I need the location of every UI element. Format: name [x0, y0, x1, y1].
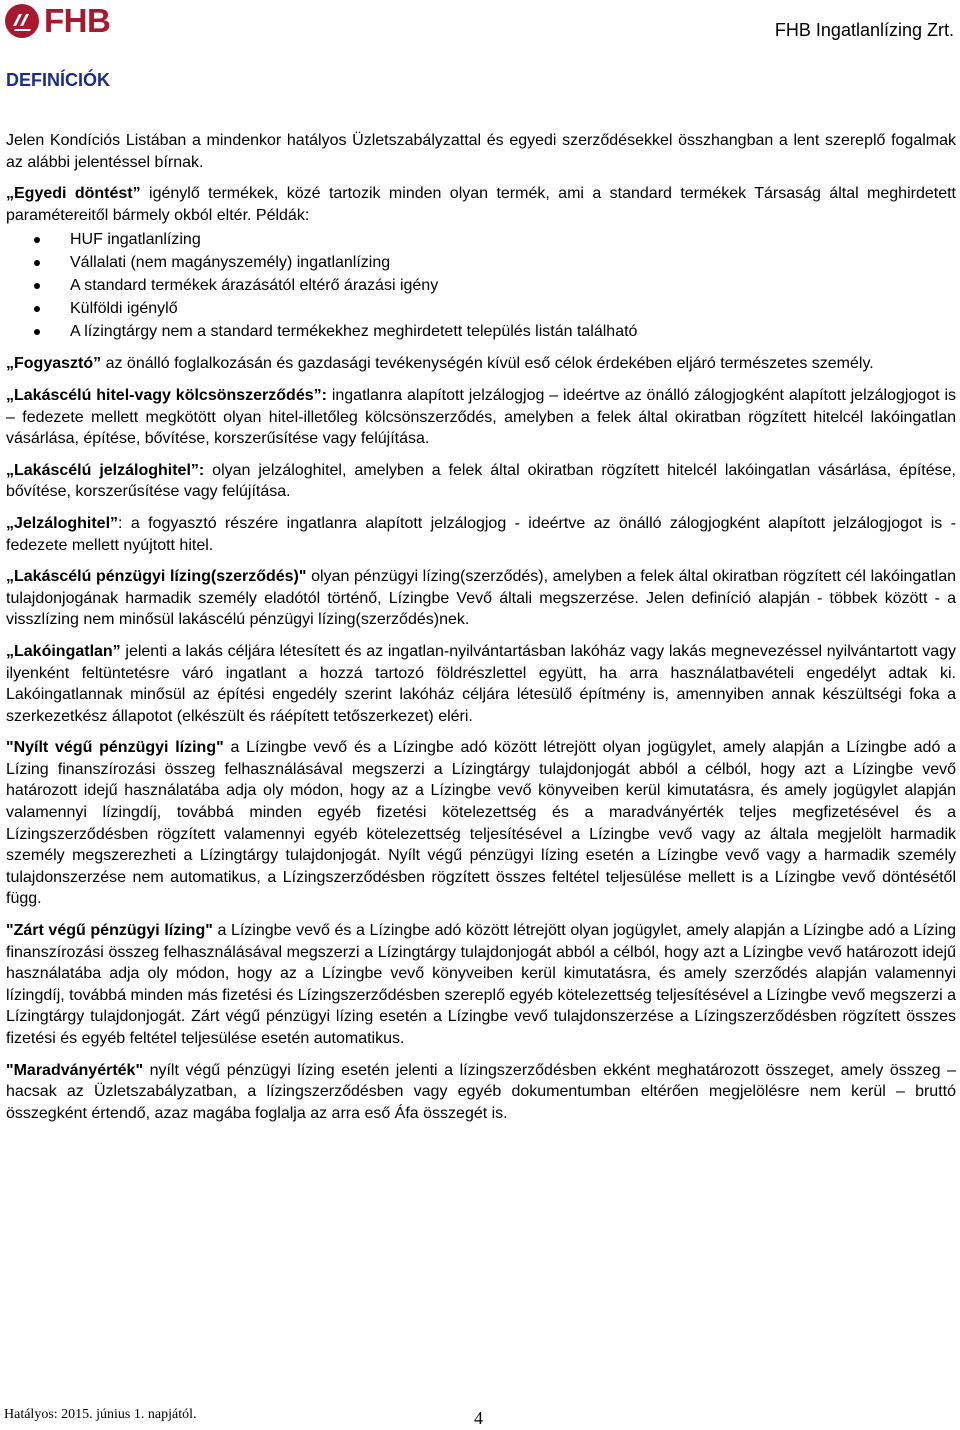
definition-nyilt-vegu-lizing — [6, 737, 956, 910]
definition-text: olyan pénzügyi lízing(szerződés), amelyben a felek által okiratban rögzített cél lakóingatlan tulajdonjogának harmadik személy eladótól történő, Lízingbe Vevő általi megszerzése. Jelen definíció alapján - többek között - a visszlízing nem minősül lakáscélú pénzügyi lízing(szerződés)nek. — [6, 568, 957, 629]
logo-text: FHB — [44, 2, 111, 39]
example-item: Külföldi igénylő — [6, 297, 956, 320]
example-item: A standard termékek árazásától eltérő árazási igény — [6, 274, 956, 297]
definition-text: a Lízingbe vevő és a Lízingbe adó között létrejött olyan jogügylet, amely alapján a Lízingbe adó a Lízing finanszírozási összeg felhasználásával megszerzi a Lízingtárgy tulajdonjogát abból a célból, hogy azt a Lízingbe vevő határozott idejű használatába adja oly módon, hogy az a Lízingbe vevő könyveiben kerül kimutatásra, és amely szerződés alapján valamennyi lízingdíj, továbbá minden más fizetési és Lízingszerződésben szereplő egyéb kötelezettség teljesítésével a Lízingbe vevő megszerzi a Lízingtárgy tulajdonjogát. Zárt végű pénzügyi lízing esetén a Lízingbe vevő tulajdonszerzése a Lízingszerződésben rögzített összes fizetési és egyéb feltétel teljesülése esetén automatikus. — [6, 922, 957, 1047]
term-lakascelu-lizing: „Lakáscélú pénzügyi lízing(szerződés)" — [6, 568, 307, 586]
definition-fogyaszto — [6, 353, 956, 375]
definition-text: olyan jelzáloghitel, amelyben a felek által okiratban rögzített hitelcél lakóingatlan vásárlása, építése, bővítése, korszerűsítése vagy felújítása. — [6, 461, 956, 501]
section-title: DEFINÍCIÓK — [6, 70, 111, 90]
term-lakascelu-hitel: „Lakáscélú hitel-vagy kölcsönszerződés” — [6, 386, 322, 404]
example-item: A lízingtárgy nem a standard termékekhez meghirdetett település listán található — [6, 320, 956, 343]
term-lakascelu-jelzaloghitel: „Lakáscélú jelzáloghitel”: — [6, 461, 205, 479]
fhb-logo-icon — [4, 3, 40, 39]
definition-lakascelu-lizing — [6, 566, 956, 631]
definition-lakascelu-jelzaloghitel — [6, 460, 956, 503]
term-maradvanyertek: Maradványérték" — [13, 1061, 144, 1079]
term-fogyaszto: „Fogyasztó” — [6, 355, 102, 373]
examples-list — [6, 228, 956, 343]
term-nyilt-vegu-lizing: "Nyílt végű pénzügyi lízing" — [6, 739, 224, 757]
company-name: FHB Ingatlanlízing Zrt. — [774, 20, 954, 40]
term-quote: " — [6, 1061, 14, 1079]
definition-zart-vegu-lizing — [6, 920, 956, 1050]
page-header — [0, 0, 960, 44]
example-item: Vállalati (nem magányszemély) ingatlanlízing — [6, 251, 956, 274]
definition-maradvanyertek — [6, 1060, 956, 1125]
term-egyedi-dontes: „Egyedi döntést” — [6, 185, 141, 203]
definition-jelzaloghitel — [6, 513, 956, 556]
document-body — [6, 130, 956, 1134]
term-lakoingatlan: „Lakóingatlan” — [6, 642, 121, 660]
definition-text: a Lízingbe vevő és a Lízingbe adó között létrejött olyan jogügylet, amely alapján a Lízingbe adó a Lízing finanszírozási összeg felhasználásával megszerzi a Lízingtárgy tulajdonjogát abból a célból, hogy azt a Lízingbe vevő határozott idejű használatába adja oly módon, hogy az a Lízingbe vevő könyveiben kerül kimutatásra, és amely jogügylet alapján valamennyi lízingdíj, továbbá minden egyéb fizetési kötelezettség és a maradványérték teljes megfizetésével és a Lízingszerződésben rögzített valamennyi egyéb kötelezettség teljesítésével a Lízingbe vevő vagy az általa megjelölt harmadik személy megszerezheti a Lízingtárgy tulajdonjogát. Nyílt végű pénzügyi lízing esetén a Lízingbe vevő vagy a harmadik személy tulajdonszerzése nem automatikus, a Lízingszerződésben rögzített összes feltétel teljesülése mellett is a Lízingbe vevő döntésétől függ. — [6, 739, 957, 908]
definition-text: ingatlanra alapított jelzálogjog – ideértve az önálló zálogjogként alapított jelzálogjogot is – fedezete mellett megkötött olyan hitel-illetőleg kölcsönszerződés, amelyben a felek által okiratban rögzített hitelcél lakóingatlan vásárlása, építése, bővítése, korszerűsítése vagy felújítása. — [6, 386, 956, 448]
definition-text: igénylő termékek, közé tartozik minden olyan termék, ami a standard termékek Társaság által meghirdetett paramétereitől bármely okból eltér. Példák: — [6, 185, 956, 224]
term-colon: : — [321, 386, 327, 404]
definition-text: nyílt végű pénzügyi lízing esetén jelenti a lízingszerződésben ekként meghatározott összeget, amely összeg – hacsak az Üzletszabályzatban, a lízingszerződésben vagy egyéb dokumentumban eltérően megjelölésre nem kerül – bruttó összegként értendő, azaz magába foglalja az arra eső Áfa összegét is. — [6, 1061, 956, 1122]
fhb-logo — [4, 2, 110, 40]
definition-egyedi-dontes — [6, 183, 956, 226]
definition-text: az önálló foglalkozásán és gazdasági tevékenységén kívül eső célok érdekében eljáró természetes személy. — [101, 355, 874, 373]
example-item: HUF ingatlanlízing — [6, 228, 956, 251]
page-number: 4 — [474, 1408, 483, 1428]
definition-lakascelu-hitel — [6, 385, 956, 450]
definition-text: : a fogyasztó részére ingatlanra alapított jelzálogjog - ideértve az önálló zálogjogként alapított jelzálogjogot is - fedezete mellett nyújtott hitel. — [6, 514, 956, 554]
term-zart-vegu-lizing: "Zárt végű pénzügyi lízing" — [6, 922, 213, 940]
definition-lakoingatlan — [6, 641, 956, 727]
intro-paragraph: Jelen Kondíciós Listában a mindenkor hatályos Üzletszabályzattal és egyedi szerződésekkel összhangban a lent szereplő fogalmak az alábbi jelentéssel bírnak. — [6, 132, 956, 171]
definition-text: jelenti a lakás céljára létesített és az ingatlan-nyilvántartásban lakóház vagy lakás megnevezéssel nyilvántartott vagy ilyenként feltüntetésre váró ingatlant a hozzá tartozó földrészlettel együtt, ha arra használatbavételi engedélyt adtak ki. Lakóingatlannak minősül az építési engedély szerint lakóház céljára létesülő építmény is, amennyiben annak készültségi foka a szerkezetkész állapotot (elkészült és ráépített tetőszerkezet) eléri. — [6, 642, 956, 725]
term-jelzaloghitel: „Jelzáloghitel” — [6, 514, 119, 532]
validity-date: Hatályos: 2015. június 1. napjától. — [4, 1407, 197, 1422]
